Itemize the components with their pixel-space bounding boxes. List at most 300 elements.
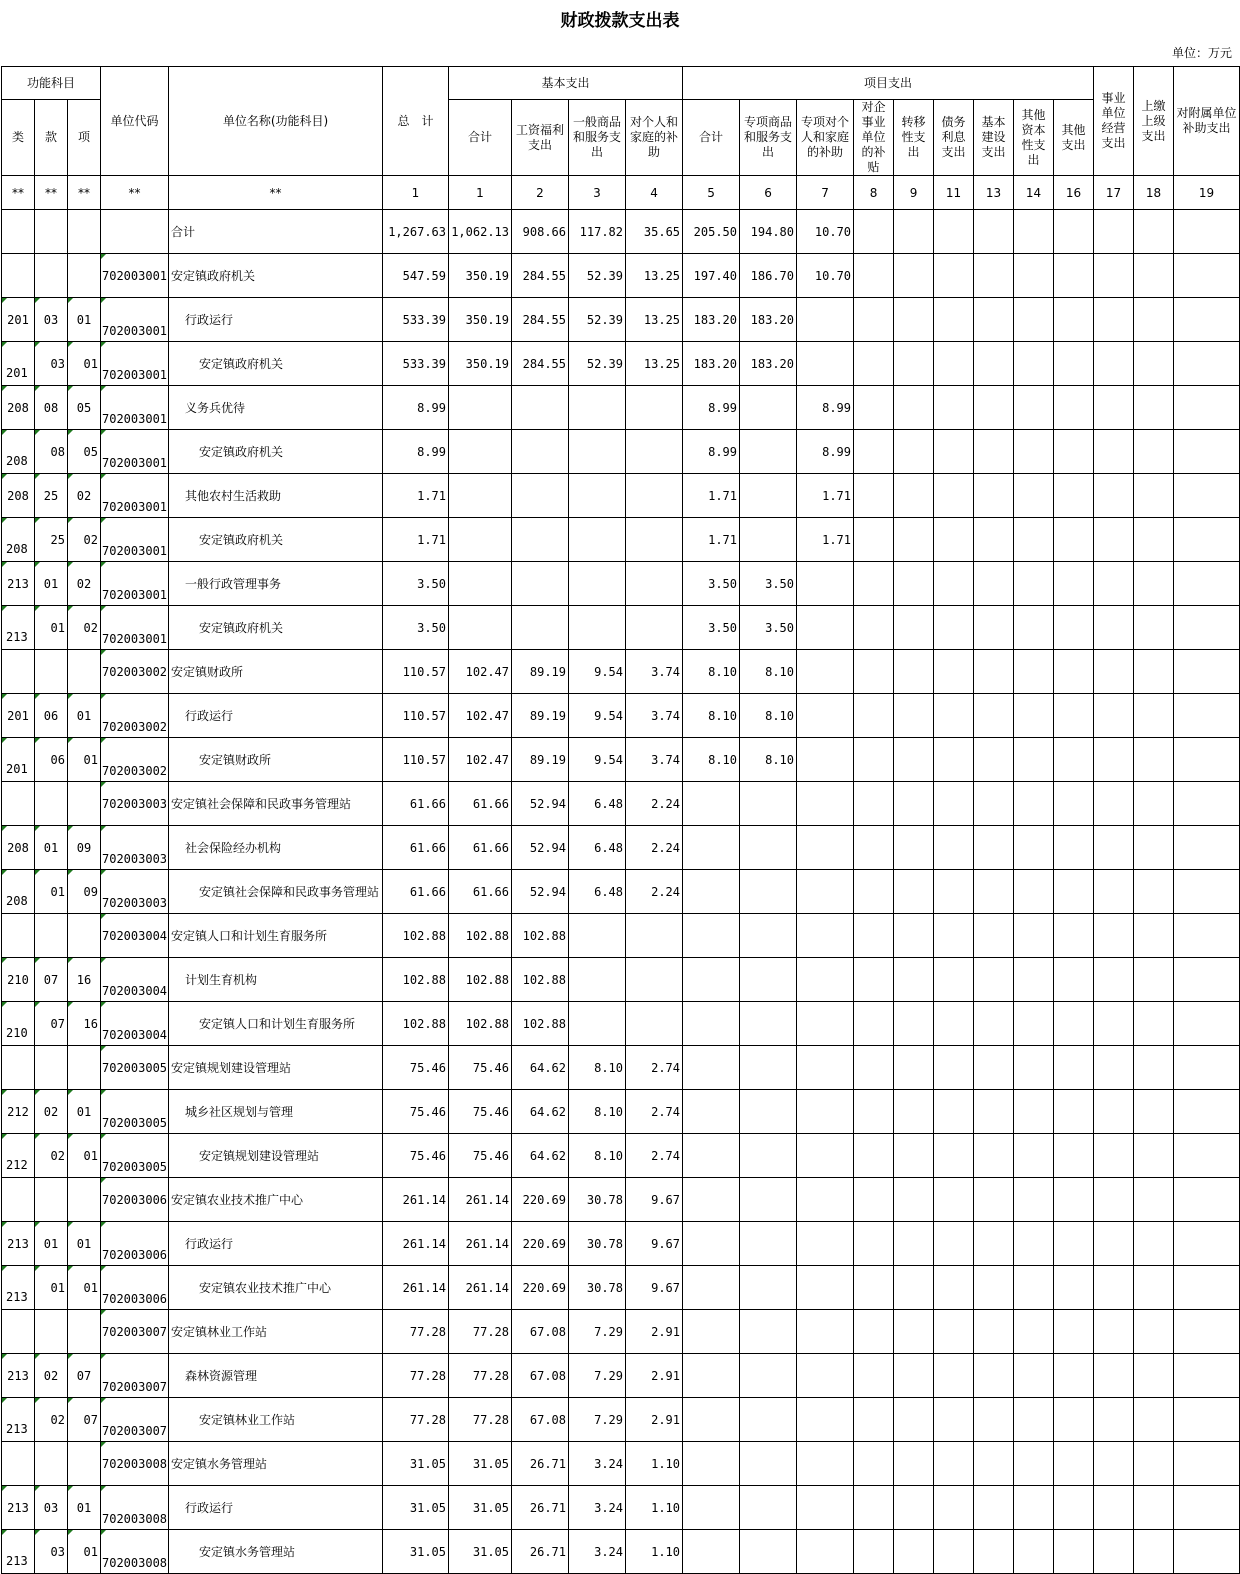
value-cell: [740, 1530, 797, 1574]
cell-marker-icon: [68, 298, 73, 303]
cell-marker-icon: [101, 606, 106, 611]
unit-code-cell: [101, 1486, 169, 1530]
lei-cell-text: 201: [7, 709, 29, 723]
table-row: [2, 914, 1240, 958]
value-cell: 350.19: [449, 298, 512, 342]
value-cell: [854, 1178, 894, 1222]
unit-code-cell-text: 702003002: [102, 764, 168, 778]
unit-name-cell: 行政运行: [169, 694, 383, 738]
value-cell: 220.69: [512, 1178, 569, 1222]
cell-marker-icon: [101, 518, 106, 523]
cell-marker-icon: [101, 958, 106, 963]
value-cell: [934, 562, 974, 606]
value-cell: 31.05: [383, 1530, 449, 1574]
lei-cell: [2, 1310, 35, 1354]
value-cell: [1094, 1002, 1134, 1046]
kuan-cell-text: 25: [43, 489, 59, 503]
kuan-cell-text: 01: [50, 885, 65, 899]
value-cell: [1054, 606, 1094, 650]
value-cell: [626, 386, 683, 430]
value-cell: [1134, 1486, 1174, 1530]
value-cell: [934, 518, 974, 562]
value-cell: [1134, 826, 1174, 870]
cell-marker-icon: [2, 1090, 7, 1095]
value-cell: [1014, 606, 1054, 650]
cell-marker-icon: [2, 342, 7, 347]
value-cell: 8.10: [740, 694, 797, 738]
unit-name-cell: 其他农村生活救助: [169, 474, 383, 518]
xiang-cell: [68, 738, 101, 782]
unit-name-cell: 安定镇农业技术推广中心: [169, 1178, 383, 1222]
cell-marker-icon: [2, 1134, 7, 1139]
value-cell: 67.08: [512, 1354, 569, 1398]
value-cell: 547.59: [383, 254, 449, 298]
value-cell: [1134, 606, 1174, 650]
value-cell: [1134, 342, 1174, 386]
unit-code-cell-text: 702003004: [102, 929, 168, 943]
value-cell: [797, 562, 854, 606]
kuan-cell-text: 07: [50, 1017, 65, 1031]
value-cell: [854, 386, 894, 430]
value-cell: 52.94: [512, 782, 569, 826]
unit-code-cell: [101, 474, 169, 518]
value-cell: [740, 1134, 797, 1178]
cell-marker-icon: [68, 430, 73, 435]
lei-cell: [2, 254, 35, 298]
cell-marker-icon: [2, 606, 7, 611]
value-cell: 26.71: [512, 1486, 569, 1530]
value-cell: 3.24: [569, 1442, 626, 1486]
value-cell: 8.99: [683, 430, 740, 474]
value-cell: 8.99: [797, 430, 854, 474]
cell-marker-icon: [68, 1090, 73, 1095]
lei-cell: [2, 782, 35, 826]
value-cell: [1094, 650, 1134, 694]
kuan-cell-text: 08: [43, 401, 59, 415]
kuan-cell: [35, 1002, 68, 1046]
value-cell: [1134, 1134, 1174, 1178]
header-unit-code: 单位代码: [101, 67, 169, 176]
cell-marker-icon: [68, 342, 73, 347]
value-cell: 197.40: [683, 254, 740, 298]
unit-name-cell: 行政运行: [169, 298, 383, 342]
value-cell: [934, 254, 974, 298]
header-project-subsidy: 专项对个人和家庭的补助: [797, 100, 854, 176]
value-cell: [683, 1354, 740, 1398]
value-cell: [740, 518, 797, 562]
value-cell: [1054, 1266, 1094, 1310]
value-cell: [934, 430, 974, 474]
value-cell: [797, 298, 854, 342]
value-cell: [1174, 1222, 1240, 1266]
kuan-cell-text: 03: [50, 357, 65, 371]
value-cell: [934, 1134, 974, 1178]
unit-code-cell: [101, 1398, 169, 1442]
value-cell: [1174, 694, 1240, 738]
value-cell: [626, 958, 683, 1002]
value-cell: 110.57: [383, 650, 449, 694]
value-cell: 533.39: [383, 342, 449, 386]
cell-marker-icon: [35, 474, 40, 479]
kuan-cell-text: 01: [50, 621, 65, 635]
value-cell: [1174, 1046, 1240, 1090]
value-cell: [894, 1178, 934, 1222]
value-cell: 261.14: [449, 1222, 512, 1266]
lei-cell-text: 201: [6, 762, 28, 776]
unit-label: 单位：万元: [1171, 46, 1232, 60]
kuan-cell: [35, 474, 68, 518]
value-cell: [1014, 1442, 1054, 1486]
value-cell: 31.05: [449, 1530, 512, 1574]
value-cell: [1134, 958, 1174, 1002]
value-cell: [569, 914, 626, 958]
kuan-cell-text: 25: [50, 533, 65, 547]
value-cell: [626, 430, 683, 474]
xiang-cell: [68, 1354, 101, 1398]
value-cell: [512, 474, 569, 518]
value-cell: [1014, 1046, 1054, 1090]
cell-marker-icon: [101, 1486, 106, 1491]
kuan-cell-text: 01: [50, 1281, 65, 1295]
cell-marker-icon: [35, 1486, 40, 1491]
value-cell: 52.94: [512, 870, 569, 914]
unit-name-cell: 安定镇财政所: [169, 738, 383, 782]
value-cell: 183.20: [683, 298, 740, 342]
lei-cell-text: 201: [7, 313, 29, 327]
value-cell: 1.71: [797, 474, 854, 518]
cell-marker-icon: [35, 298, 40, 303]
unit-code-cell-text: 702003001: [102, 500, 168, 514]
value-cell: [1134, 1222, 1174, 1266]
lei-cell: [2, 1486, 35, 1530]
value-cell: [797, 1178, 854, 1222]
value-cell: [1134, 694, 1174, 738]
value-cell: 2.91: [626, 1354, 683, 1398]
lei-cell-text: 210: [6, 1026, 28, 1040]
value-cell: 61.66: [383, 782, 449, 826]
index-cell: 3: [569, 176, 626, 210]
value-cell: [1094, 826, 1134, 870]
cell-marker-icon: [35, 562, 40, 567]
header-basic-total: 合计: [449, 100, 512, 176]
value-cell: [974, 430, 1014, 474]
cell-marker-icon: [101, 474, 106, 479]
unit-code-cell: [101, 1222, 169, 1266]
table-row: [2, 1486, 1240, 1530]
value-cell: [1054, 1002, 1094, 1046]
value-cell: [797, 606, 854, 650]
value-cell: [1054, 650, 1094, 694]
value-cell: [894, 1486, 934, 1530]
value-cell: [1014, 1090, 1054, 1134]
value-cell: 1,267.63: [383, 210, 449, 254]
value-cell: [1094, 694, 1134, 738]
value-cell: [974, 870, 1014, 914]
unit-code-cell-text: 702003001: [102, 544, 168, 558]
value-cell: [1174, 1354, 1240, 1398]
index-cell: 18: [1134, 176, 1174, 210]
value-cell: [1134, 474, 1174, 518]
value-cell: 2.24: [626, 870, 683, 914]
cell-marker-icon: [101, 1046, 106, 1051]
value-cell: [934, 1266, 974, 1310]
table-row: [2, 518, 1240, 562]
table-row: [2, 562, 1240, 606]
value-cell: [449, 386, 512, 430]
value-cell: [1174, 254, 1240, 298]
value-cell: [1054, 1354, 1094, 1398]
cell-marker-icon: [101, 650, 106, 655]
xiang-cell: [68, 342, 101, 386]
index-cell: 9: [894, 176, 934, 210]
unit-code-cell-text: 702003005: [102, 1116, 168, 1130]
table-row: [2, 650, 1240, 694]
header-kuan: 款: [35, 100, 68, 176]
unit-code-cell-text: 702003003: [102, 852, 168, 866]
unit-code-cell: [101, 650, 169, 694]
value-cell: [1094, 1310, 1134, 1354]
value-cell: [569, 474, 626, 518]
cell-marker-icon: [2, 1398, 7, 1403]
header-basic: 基本支出: [449, 67, 683, 100]
value-cell: [894, 870, 934, 914]
kuan-cell: [35, 870, 68, 914]
value-cell: 8.10: [569, 1090, 626, 1134]
value-cell: [740, 1310, 797, 1354]
value-cell: [974, 562, 1014, 606]
table-row: [2, 1398, 1240, 1442]
value-cell: [512, 386, 569, 430]
value-cell: 117.82: [569, 210, 626, 254]
value-cell: [740, 1442, 797, 1486]
header-basic-wages: 工资福利支出: [512, 100, 569, 176]
kuan-cell: [35, 386, 68, 430]
value-cell: [1134, 298, 1174, 342]
lei-cell: [2, 298, 35, 342]
value-cell: [1094, 1134, 1134, 1178]
value-cell: [1014, 1530, 1054, 1574]
value-cell: [683, 1002, 740, 1046]
unit-code-cell-text: 702003006: [102, 1193, 168, 1207]
xiang-cell: [68, 1530, 101, 1574]
value-cell: [934, 826, 974, 870]
value-cell: [1054, 474, 1094, 518]
unit-code-cell-text: 702003006: [102, 1292, 168, 1306]
unit-name-cell: 一般行政管理事务: [169, 562, 383, 606]
unit-name-cell: 安定镇林业工作站: [169, 1398, 383, 1442]
value-cell: 3.50: [740, 562, 797, 606]
unit-name-cell: 合计: [169, 210, 383, 254]
value-cell: [854, 298, 894, 342]
kuan-cell: [35, 1134, 68, 1178]
value-cell: [740, 1486, 797, 1530]
index-row: [2, 176, 1240, 210]
value-cell: [934, 210, 974, 254]
value-cell: [797, 650, 854, 694]
value-cell: [974, 826, 1014, 870]
index-cell: 8: [854, 176, 894, 210]
value-cell: [894, 1530, 934, 1574]
value-cell: 30.78: [569, 1222, 626, 1266]
table-row: [2, 474, 1240, 518]
value-cell: [1094, 1178, 1134, 1222]
value-cell: [512, 430, 569, 474]
cell-marker-icon: [35, 1266, 40, 1271]
value-cell: 9.54: [569, 694, 626, 738]
value-cell: [894, 342, 934, 386]
cell-marker-icon: [2, 298, 7, 303]
xiang-cell: [68, 1442, 101, 1486]
header-func-subject: 功能科目: [2, 67, 101, 100]
value-cell: [1134, 1310, 1174, 1354]
value-cell: [974, 650, 1014, 694]
table-row: [2, 738, 1240, 782]
cell-marker-icon: [101, 1354, 106, 1359]
value-cell: [1054, 914, 1094, 958]
lei-cell-text: 208: [6, 542, 28, 556]
value-cell: [894, 606, 934, 650]
xiang-cell: [68, 694, 101, 738]
value-cell: 75.46: [449, 1090, 512, 1134]
value-cell: [894, 1354, 934, 1398]
cell-marker-icon: [68, 1134, 73, 1139]
value-cell: [569, 562, 626, 606]
value-cell: 102.88: [512, 1002, 569, 1046]
kuan-cell: [35, 1354, 68, 1398]
kuan-cell: [35, 342, 68, 386]
value-cell: 1.10: [626, 1486, 683, 1530]
index-cell: **: [169, 176, 383, 210]
header-unit-name: 单位名称(功能科目): [169, 67, 383, 176]
value-cell: 26.71: [512, 1442, 569, 1486]
cell-marker-icon: [35, 1222, 40, 1227]
cell-marker-icon: [68, 1486, 73, 1491]
cell-marker-icon: [68, 1398, 73, 1403]
value-cell: [740, 1398, 797, 1442]
value-cell: [569, 386, 626, 430]
value-cell: [1094, 1222, 1134, 1266]
kuan-cell: [35, 430, 68, 474]
value-cell: [974, 1134, 1014, 1178]
value-cell: [1134, 1530, 1174, 1574]
value-cell: [1174, 738, 1240, 782]
value-cell: 13.25: [626, 342, 683, 386]
value-cell: [1054, 1486, 1094, 1530]
value-cell: [797, 694, 854, 738]
value-cell: [1014, 298, 1054, 342]
value-cell: [683, 1530, 740, 1574]
unit-code-cell-text: 702003008: [102, 1556, 168, 1570]
value-cell: [974, 1266, 1014, 1310]
unit-name-cell: 安定镇规划建设管理站: [169, 1046, 383, 1090]
value-cell: [1014, 826, 1054, 870]
value-cell: 102.47: [449, 650, 512, 694]
cell-marker-icon: [101, 1134, 106, 1139]
cell-marker-icon: [68, 562, 73, 567]
cell-marker-icon: [68, 474, 73, 479]
xiang-cell: [68, 386, 101, 430]
value-cell: [1054, 386, 1094, 430]
kuan-cell: [35, 1530, 68, 1574]
value-cell: [797, 1046, 854, 1090]
value-cell: [683, 826, 740, 870]
value-cell: [1174, 474, 1240, 518]
value-cell: 52.39: [569, 342, 626, 386]
kuan-cell: [35, 738, 68, 782]
value-cell: [974, 1178, 1014, 1222]
cell-marker-icon: [35, 606, 40, 611]
xiang-cell: [68, 430, 101, 474]
kuan-cell: [35, 650, 68, 694]
value-cell: 8.10: [683, 738, 740, 782]
xiang-cell-text: 09: [76, 841, 92, 855]
value-cell: [569, 606, 626, 650]
value-cell: [894, 782, 934, 826]
value-cell: 67.08: [512, 1310, 569, 1354]
value-cell: [626, 914, 683, 958]
lei-cell-text: 208: [7, 401, 29, 415]
value-cell: [854, 958, 894, 1002]
kuan-cell: [35, 1486, 68, 1530]
unit-code-cell-text: 702003008: [102, 1457, 168, 1471]
value-cell: [934, 1002, 974, 1046]
header-project-construction: 基本建设支出: [974, 100, 1014, 176]
lei-cell-text: 213: [7, 1369, 29, 1383]
lei-cell-text: 212: [7, 1105, 29, 1119]
unit-code-cell: [101, 254, 169, 298]
unit-name-cell: 安定镇社会保障和民政事务管理站: [169, 782, 383, 826]
value-cell: [1014, 1222, 1054, 1266]
table-row: [2, 606, 1240, 650]
value-cell: [854, 1486, 894, 1530]
xiang-cell: [68, 1266, 101, 1310]
value-cell: [1174, 870, 1240, 914]
value-cell: [854, 342, 894, 386]
cell-marker-icon: [2, 474, 7, 479]
value-cell: [894, 914, 934, 958]
value-cell: 194.80: [740, 210, 797, 254]
lei-cell: [2, 386, 35, 430]
lei-cell: [2, 1222, 35, 1266]
header-upper: 上缴上级支出: [1134, 67, 1174, 176]
value-cell: 75.46: [449, 1134, 512, 1178]
lei-cell: [2, 914, 35, 958]
lei-cell: [2, 1178, 35, 1222]
index-cell: 7: [797, 176, 854, 210]
value-cell: 30.78: [569, 1178, 626, 1222]
xiang-cell: [68, 1002, 101, 1046]
unit-name-cell: 森林资源管理: [169, 1354, 383, 1398]
value-cell: 52.94: [512, 826, 569, 870]
cell-marker-icon: [68, 1530, 73, 1535]
index-cell: **: [68, 176, 101, 210]
value-cell: [1174, 1310, 1240, 1354]
unit-name-cell: 安定镇林业工作站: [169, 1310, 383, 1354]
value-cell: [934, 1178, 974, 1222]
lei-cell-text: 201: [6, 366, 28, 380]
value-cell: [894, 254, 934, 298]
value-cell: [1094, 210, 1134, 254]
value-cell: [894, 958, 934, 1002]
value-cell: 1.10: [626, 1530, 683, 1574]
xiang-cell-text: 01: [76, 1105, 92, 1119]
value-cell: [626, 562, 683, 606]
cell-marker-icon: [35, 1134, 40, 1139]
value-cell: [1054, 254, 1094, 298]
value-cell: [1014, 562, 1054, 606]
value-cell: [1134, 1398, 1174, 1442]
lei-cell: [2, 562, 35, 606]
